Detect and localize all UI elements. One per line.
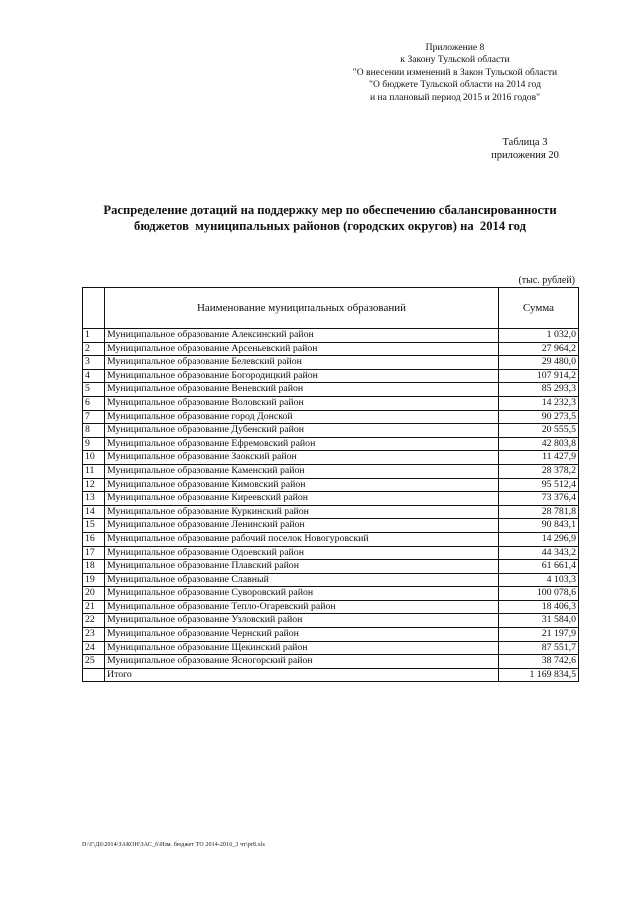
total-label: Итого [105, 668, 499, 682]
row-number: 6 [83, 396, 105, 410]
row-number: 8 [83, 424, 105, 438]
row-number: 25 [83, 655, 105, 669]
row-number: 19 [83, 573, 105, 587]
subsidy-amount: 44 343,2 [499, 546, 579, 560]
row-number: 2 [83, 342, 105, 356]
table-row [83, 546, 579, 560]
municipality-name: Муниципальное образование Ясногорский район [105, 655, 499, 669]
subsidy-table [82, 287, 579, 682]
subsidy-amount: 11 427,9 [499, 451, 579, 465]
table-row [83, 573, 579, 587]
subsidy-amount: 107 914,2 [499, 369, 579, 383]
table-row [83, 383, 579, 397]
table-row [83, 437, 579, 451]
municipality-name: Муниципальное образование Алексинский район [105, 329, 499, 343]
table-row [83, 329, 579, 343]
municipality-name: Муниципальное образование Тепло-Огаревский район [105, 600, 499, 614]
header-sum-cell: Сумма [499, 288, 579, 329]
subsidy-amount: 42 803,8 [499, 437, 579, 451]
subsidy-amount: 95 512,4 [499, 478, 579, 492]
row-number: 23 [83, 628, 105, 642]
header-num-cell [83, 288, 105, 329]
document-title [70, 202, 590, 234]
total-num-cell [83, 668, 105, 682]
municipality-name: Муниципальное образование Ленинский район [105, 519, 499, 533]
municipality-name: Муниципальное образование город Донской [105, 410, 499, 424]
table-reference-line: Таблица 3 [502, 137, 548, 148]
appendix-line: к Закону Тульской области [400, 54, 510, 66]
subsidy-amount: 73 376,4 [499, 492, 579, 506]
table-reference-line: приложения 20 [491, 150, 559, 161]
table-body [83, 329, 579, 669]
subsidy-amount: 61 661,4 [499, 560, 579, 574]
municipality-name: Муниципальное образование Богородицкий район [105, 369, 499, 383]
table-row [83, 560, 579, 574]
row-number: 10 [83, 451, 105, 465]
table-row [83, 464, 579, 478]
table-row [83, 614, 579, 628]
row-number: 1 [83, 329, 105, 343]
table-row [83, 451, 579, 465]
subsidy-amount: 31 584,0 [499, 614, 579, 628]
municipality-name: Муниципальное образование рабочий поселок Новогуровский [105, 532, 499, 546]
table-row [83, 342, 579, 356]
file-path: D:\Г\Д6\2014\ЗАКОН\ЗАС_6\Изм. бюджет ТО 2014-2016_3 чт\pr8.xls [82, 842, 265, 848]
table-row [83, 505, 579, 519]
units-label: (тыс. рублей) [518, 275, 575, 286]
municipality-name: Муниципальное образование Веневский район [105, 383, 499, 397]
subsidy-amount: 4 103,3 [499, 573, 579, 587]
table-row [83, 532, 579, 546]
municipality-name: Муниципальное образование Славный [105, 573, 499, 587]
row-number: 18 [83, 560, 105, 574]
subsidy-amount: 90 843,1 [499, 519, 579, 533]
table-row [83, 410, 579, 424]
municipality-name: Муниципальное образование Щекинский район [105, 641, 499, 655]
appendix-line: Приложение 8 [425, 42, 485, 53]
subsidy-amount: 87 551,7 [499, 641, 579, 655]
subsidy-amount: 28 781,8 [499, 505, 579, 519]
subsidy-amount: 21 197,9 [499, 628, 579, 642]
subsidy-amount: 18 406,3 [499, 600, 579, 614]
municipality-name: Муниципальное образование Куркинский район [105, 505, 499, 519]
table-row [83, 600, 579, 614]
table-row [83, 519, 579, 533]
municipality-name: Муниципальное образование Каменский район [105, 464, 499, 478]
municipality-name: Муниципальное образование Ефремовский район [105, 437, 499, 451]
row-number: 7 [83, 410, 105, 424]
header-name-cell: Наименование муниципальных образований [105, 288, 499, 329]
municipality-name: Муниципальное образование Арсеньевский район [105, 342, 499, 356]
appendix-line: и на плановый период 2015 и 2016 годов" [369, 91, 541, 103]
row-number: 15 [83, 519, 105, 533]
table-row [83, 587, 579, 601]
row-number: 3 [83, 356, 105, 370]
municipality-name: Муниципальное образование Воловский район [105, 396, 499, 410]
table-row [83, 424, 579, 438]
appendix-line: "О внесении изменений в Закон Тульской области [352, 66, 558, 78]
row-number: 14 [83, 505, 105, 519]
subsidy-amount: 27 964,2 [499, 342, 579, 356]
appendix-header [330, 42, 580, 104]
table-row [83, 492, 579, 506]
municipality-name: Муниципальное образование Кимовский район [105, 478, 499, 492]
subsidy-amount: 14 296,9 [499, 532, 579, 546]
title-line: бюджетов муниципальных районов (городских округов) на 2014 год [134, 219, 526, 233]
total-sum: 1 169 834,5 [499, 668, 579, 682]
table-row [83, 478, 579, 492]
row-number: 21 [83, 600, 105, 614]
subsidy-amount: 29 480,0 [499, 356, 579, 370]
row-number: 5 [83, 383, 105, 397]
subsidy-amount: 100 078,6 [499, 587, 579, 601]
table-header-row [83, 288, 579, 329]
subsidy-amount: 28 378,2 [499, 464, 579, 478]
table-row [83, 641, 579, 655]
total-row [83, 668, 579, 682]
subsidy-amount: 85 293,3 [499, 383, 579, 397]
municipality-name: Муниципальное образование Чернский район [105, 628, 499, 642]
table-row [83, 655, 579, 669]
row-number: 4 [83, 369, 105, 383]
row-number: 16 [83, 532, 105, 546]
municipality-name: Муниципальное образование Белевский район [105, 356, 499, 370]
subsidy-amount: 14 232,3 [499, 396, 579, 410]
table-row [83, 628, 579, 642]
municipality-name: Муниципальное образование Плавский район [105, 560, 499, 574]
table-reference [470, 136, 580, 162]
row-number: 22 [83, 614, 105, 628]
municipality-name: Муниципальное образование Узловский район [105, 614, 499, 628]
table-row [83, 356, 579, 370]
row-number: 12 [83, 478, 105, 492]
municipality-name: Муниципальное образование Одоевский район [105, 546, 499, 560]
appendix-line: "О бюджете Тульской области на 2014 год [369, 79, 541, 91]
row-number: 24 [83, 641, 105, 655]
row-number: 11 [83, 464, 105, 478]
municipality-name: Муниципальное образование Суворовский район [105, 587, 499, 601]
title-line: Распределение дотаций на поддержку мер по обеспечению сбалансированности [103, 203, 557, 217]
subsidy-amount: 1 032,0 [499, 329, 579, 343]
row-number: 9 [83, 437, 105, 451]
row-number: 20 [83, 587, 105, 601]
subsidy-amount: 20 555,5 [499, 424, 579, 438]
row-number: 13 [83, 492, 105, 506]
table-row [83, 369, 579, 383]
municipality-name: Муниципальное образование Заокский район [105, 451, 499, 465]
subsidy-amount: 38 742,6 [499, 655, 579, 669]
municipality-name: Муниципальное образование Киреевский район [105, 492, 499, 506]
row-number: 17 [83, 546, 105, 560]
municipality-name: Муниципальное образование Дубенский район [105, 424, 499, 438]
table-row [83, 396, 579, 410]
subsidy-amount: 90 273,5 [499, 410, 579, 424]
